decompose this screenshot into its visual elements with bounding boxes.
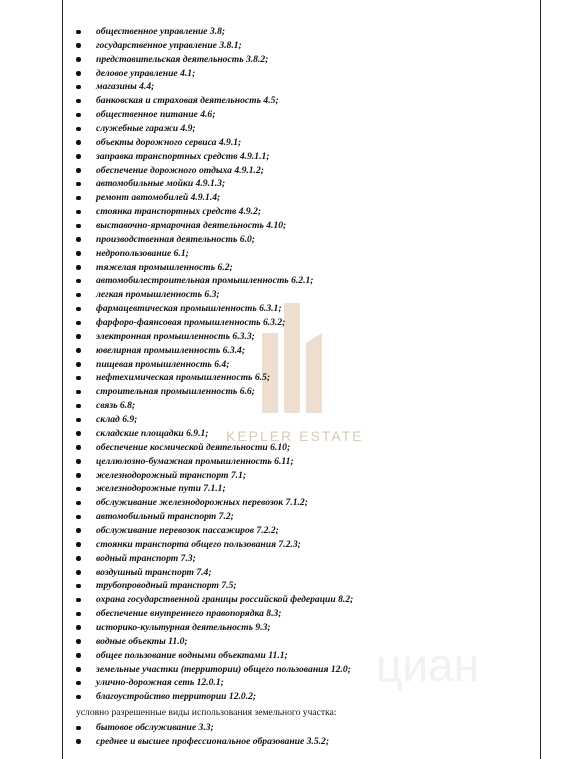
bullet-icon [76,570,81,575]
list-item [76,621,536,635]
watermark-bottom-text: циан [376,639,480,691]
bullet-icon [76,653,81,658]
list-item-text: обслуживание перевозок пассажиров 7.2.2; [96,524,279,536]
list-item [76,67,536,81]
list-item-text: железнодорожные пути 7.1.1; [96,483,226,495]
bullet-icon [76,487,81,492]
list-item [76,122,536,136]
bullet-icon [76,30,81,35]
list-item-text: водные объекты 11.0; [96,635,188,647]
list-item-text: общественное управление 3.8; [96,26,226,37]
list-item [76,427,536,441]
bullet-icon [76,154,81,159]
list-item-text: нефтехимическая промышленность 6.5; [96,372,271,384]
list-item-text: обеспечение дорожного отдыха 4.9.1.2; [96,164,264,176]
list-item-text: пищевая промышленность 6.4; [96,358,230,370]
list-item-text: общественное питание 4.6; [96,109,216,121]
list-item-text: представительская деятельность 3.8.2; [96,53,269,65]
list-item [76,455,536,469]
bullet-icon [76,43,81,48]
bullet-icon [76,293,81,298]
bullet-icon [76,57,81,62]
bullet-icon [76,85,81,90]
bullet-icon [76,404,81,409]
bullet-icon [76,251,81,256]
list-item [76,108,536,122]
list-item [76,205,536,219]
list-item [76,344,536,358]
bullet-icon [76,681,81,686]
list-item [76,150,536,164]
list-item [76,510,536,524]
list-item [76,441,536,455]
bullet-icon [76,431,81,436]
list-item-text: целлюлозно-бумажная промышленность 6.11; [96,455,294,467]
list-item-text: среднее и высшее профессиональное образование 3.5.2; [96,735,330,747]
list-item [76,302,536,316]
list-item-text: обслуживание железнодорожных перевозок 7.1.2; [96,497,308,509]
bullet-icon [76,739,81,744]
bullet-icon [76,473,81,478]
list-item-text: складские площадки 6.9.1; [96,427,209,439]
list-item [76,663,536,677]
bullet-icon [76,265,81,270]
list-item [76,219,536,233]
list-item-text: служебные гаражи 4.9; [96,123,196,135]
bullet-icon [76,376,81,381]
list-item-text: воздушный транспорт 7.4; [96,566,212,578]
bullet-icon [76,182,81,187]
bullet-icon [76,625,81,630]
list-item-text: обеспечение космической деятельности 6.10; [96,441,291,453]
list-item-text: бытовое обслуживание 3.3; [96,722,214,734]
list-item [76,496,536,510]
list-item-text: автомобильные мойки 4.9.1.3; [96,178,226,190]
list-item [76,94,536,108]
list-item [76,538,536,552]
list-item-text: тяжелая промышленность 6.2; [96,261,233,273]
list-item-text: электронная промышленность 6.3.3; [96,330,255,342]
bullet-icon [76,307,81,312]
list-item [76,261,536,275]
list-item [76,39,536,53]
list-item-text: производственная деятельность 6.0; [96,233,255,245]
bullet-icon [76,459,81,464]
list-item [76,371,536,385]
bullet-icon [76,639,81,644]
list-item-text: недропользование 6.1; [96,247,189,259]
list-item-text: стоянки транспорта общего пользования 7.2.3; [96,538,301,550]
bullet-icon [76,556,81,561]
list-item [76,385,536,399]
list-item-text: железнодорожный транспорт 7.1; [96,469,247,481]
list-item [76,25,536,39]
list-item-text: связь 6.8; [96,400,136,412]
list-item-text: охрана государственной границы российской федерации 8.2; [96,594,354,606]
list-item [76,649,536,663]
bullet-icon [76,321,81,326]
list-item [76,524,536,538]
bullet-icon [76,390,81,395]
list-item-text: заправка транспортных средств 4.9.1.1; [96,150,270,162]
watermark-brand-text: KEPLER ESTATE [226,428,364,444]
list-item-text: строительная промышленность 6.6; [96,386,255,398]
list-item-text: трубопроводный транспорт 7.5; [96,580,237,592]
list-item-text: выставочно-ярмарочная деятельность 4.10; [96,220,287,232]
bullet-icon [76,348,81,353]
list-item-text: ремонт автомобилей 4.9.1.4; [96,192,221,204]
bullet-icon [76,584,81,589]
list-item-text: государственное управление 3.8.1; [96,39,242,51]
list-item-text: улично-дорожная сеть 12.0.1; [96,677,224,689]
list-item [76,177,536,191]
list-item [76,330,536,344]
bullet-icon [76,598,81,603]
list-item [76,721,536,735]
list-item-text: автомобильный транспорт 7.2; [96,511,234,523]
bullet-icon [76,667,81,672]
list-item [76,136,536,150]
list-item [76,413,536,427]
list-item-text: магазины 4.4; [96,81,155,93]
list-item-text: обеспечение внутреннего правопорядка 8.3; [96,608,282,620]
list-item-text: склад 6.9; [96,414,138,426]
bullet-icon [76,71,81,76]
list-item-text: фарфоро-фаянсовая промышленность 6.3.2; [96,317,286,329]
list-item [76,593,536,607]
bullet-icon [76,362,81,367]
list-item [76,469,536,483]
list-item-text: ювелирная промышленность 6.3.4; [96,344,246,356]
list-item [76,288,536,302]
list-item-text: деловое управление 4.1; [96,67,196,79]
list-item [76,607,536,621]
bullet-icon [76,542,81,547]
list-item-text: объекты дорожного сервиса 4.9.1; [96,136,242,148]
bullet-icon [76,210,81,215]
conditional-uses-list [76,721,536,749]
list-item [76,53,536,67]
list-item [76,80,536,94]
bullet-icon [76,515,81,520]
bullet-icon [76,528,81,533]
list-item [76,274,536,288]
list-item [76,482,536,496]
list-item [76,316,536,330]
list-item-text: легкая промышленность 6.3; [96,289,220,301]
list-item-text: фармацевтическая промышленность 6.3.1; [96,303,282,315]
bullet-icon [76,612,81,617]
bullet-icon [76,196,81,201]
bullet-icon [76,279,81,284]
list-item [76,233,536,247]
bullet-icon [76,418,81,423]
conditional-uses-heading: условно разрешенные виды использования земельного участка: [76,707,337,719]
list-item [76,191,536,205]
bullet-icon [76,445,81,450]
bullet-icon [76,168,81,173]
bullet-icon [76,237,81,242]
bullet-icon [76,726,81,731]
list-item-text: земельные участки (территории) общего пользования 12.0; [96,663,351,675]
list-item [76,735,536,749]
list-item [76,399,536,413]
list-item [76,579,536,593]
bullet-icon [76,99,81,104]
permitted-uses-list [76,25,536,704]
list-item [76,358,536,372]
list-item-text: общее пользование водными объектами 11.1; [96,649,288,661]
bullet-icon [76,695,81,700]
document-content [76,25,536,749]
bullet-icon [76,501,81,506]
list-item [76,247,536,261]
list-item [76,552,536,566]
list-item [76,566,536,580]
bullet-icon [76,113,81,118]
list-item-text: стоянка транспортных средств 4.9.2; [96,206,262,218]
bullet-icon [76,224,81,229]
bullet-icon [76,334,81,339]
list-item-text: банковская и страховая деятельность 4.5; [96,95,279,107]
bullet-icon [76,127,81,132]
list-item-text: благоустройство территории 12.0.2; [96,691,257,703]
list-item-text: историко-культурная деятельность 9.3; [96,621,271,633]
list-item-text: автомобилестроительная промышленность 6.2.1; [96,275,314,287]
list-item [76,690,536,704]
list-item [76,635,536,649]
list-item [76,676,536,690]
bullet-icon [76,140,81,145]
list-item-text: водный транспорт 7.3; [96,552,196,564]
list-item [76,164,536,178]
